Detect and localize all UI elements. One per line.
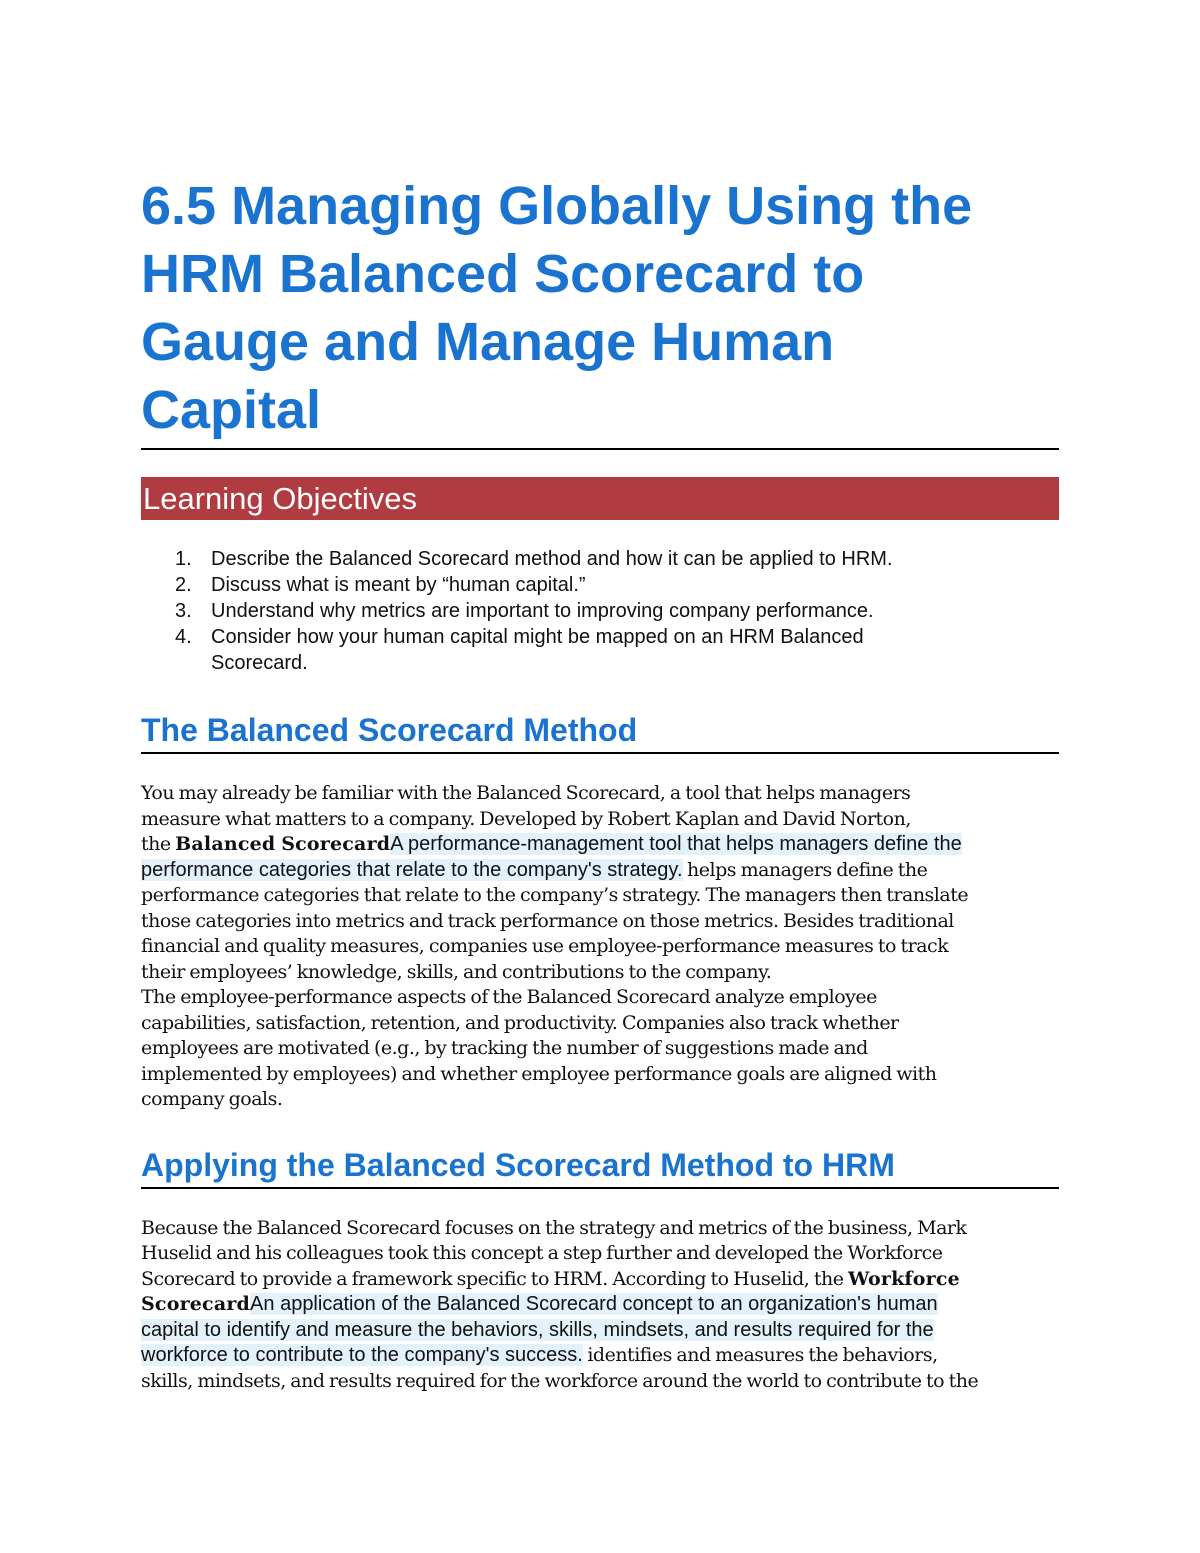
list-item-number: 2. [175,574,192,596]
paragraph [141,781,1059,985]
paragraph [141,1216,1059,1395]
text-line: helps managers define the [682,858,928,881]
text-line: performance categories that relate to the company’s strategy. The managers then translate [141,884,969,906]
text-line: Scorecard to provide a framework specific to HRM. According to Huselid, the [141,1267,848,1290]
text-line: the [141,833,176,855]
text-line: You may already be familiar with the Balanced Scorecard, a tool that helps managers [141,782,911,804]
text-line: skills, mindsets, and results required for the workforce around the world to contribute to the [141,1369,979,1392]
glossary-term[interactable]: Workforce [848,1267,960,1290]
list-item [141,624,1059,676]
text-line: The employee-performance aspects of the Balanced Scorecard analyze employee [141,986,877,1008]
learning-objectives-list [141,546,1059,676]
list-item [141,598,1059,624]
glossary-term[interactable]: Balanced Scorecard [175,833,391,855]
section-heading: Applying the Balanced Scorecard Method to HRM [141,1144,1059,1189]
glossary-definition: A performance-management tool that helps managers define the [390,833,962,855]
text-line: identifies and measures the behaviors, [582,1344,938,1366]
list-item-text: Consider how your human capital might be mapped on an HRM Balanced [211,626,864,648]
list-item-number: 3. [175,600,192,622]
list-item-text: Understand why metrics are important to improving company performance. [211,600,874,622]
text-line: financial and quality measures, companies use employee-performance measures to track [141,935,949,957]
page-title [141,172,1059,450]
list-item-text: Describe the Balanced Scorecard method and how it can be applied to HRM. [211,548,893,570]
glossary-definition: capital to identify and measure the behaviors, skills, mindsets, and results required for the [141,1318,934,1341]
glossary-definition: An application of the Balanced Scorecard concept to an organization's human [250,1293,938,1315]
text-line: Because the Balanced Scorecard focuses on the strategy and metrics of the business, Mark [141,1216,967,1239]
list-item-text: Discuss what is meant by “human capital.” [211,574,586,596]
text-line: company goals. [141,1088,283,1110]
glossary-definition: performance categories that relate to the company's strategy. [141,858,683,881]
learning-objectives-heading: Learning Objectives [141,477,1059,520]
title-line: 6.5 Managing Globally Using the [141,176,973,236]
list-item-number: 1. [175,548,192,570]
title-line: Gauge and Manage Human [141,312,835,372]
list-item [141,572,1059,598]
section-heading: The Balanced Scorecard Method [141,709,1059,754]
list-item [141,546,1059,572]
list-item-number: 4. [175,626,192,648]
list-item-text: Scorecard. [211,652,308,674]
text-line: measure what matters to a company. Developed by Robert Kaplan and David Norton, [141,807,911,830]
text-line: employees are motivated (e.g., by tracking the number of suggestions made and [141,1037,868,1059]
glossary-term[interactable]: Scorecard [141,1293,251,1315]
title-line: Capital [141,380,322,440]
paragraph [141,985,1059,1113]
title-line: HRM Balanced Scorecard to [141,244,865,304]
document-content [141,172,1059,1394]
text-line: implemented by employees) and whether employee performance goals are aligned with [141,1062,937,1085]
glossary-definition: workforce to contribute to the company's success. [141,1344,583,1366]
text-line: their employees’ knowledge, skills, and contributions to the company. [141,960,772,983]
text-line: those categories into metrics and track performance on those metrics. Besides traditional [141,909,954,932]
text-line: capabilities, satisfaction, retention, and productivity. Companies also track whether [141,1011,899,1034]
text-line: Huselid and his colleagues took this concept a step further and developed the Workforce [141,1242,943,1264]
